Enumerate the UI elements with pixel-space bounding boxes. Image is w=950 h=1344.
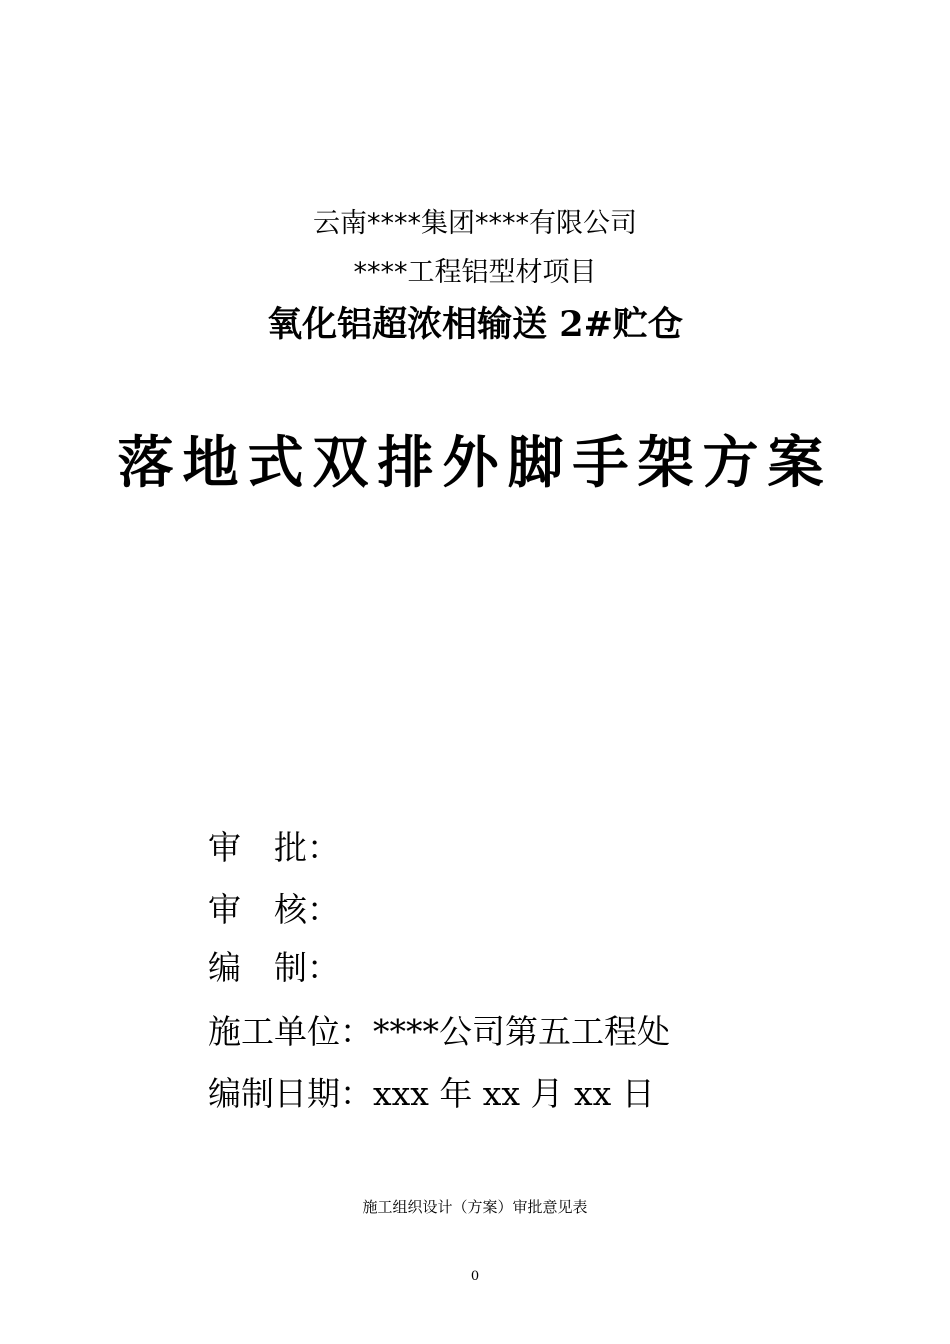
date-line [208, 1072, 655, 1116]
document-title: 落地式双排外脚手架方案 [117, 431, 833, 496]
unit-label: 施工单位： [208, 1012, 373, 1051]
company-name: 云南****集团****有限公司 [313, 208, 637, 239]
unit-value: ****公司第五工程处 [373, 1012, 670, 1051]
page-number: 0 [470, 1269, 480, 1284]
date-label: 编制日期： [208, 1074, 373, 1113]
approval-form-title: 施工组织设计（方案）审批意见表 [362, 1198, 588, 1216]
subject-title: 氧化铝超浓相输送 2#贮仓 [267, 304, 683, 345]
review-line [208, 888, 340, 932]
compile-label: 编 制： [208, 948, 340, 987]
compile-line [208, 946, 340, 990]
approve-line [208, 826, 340, 870]
approve-label: 审 批： [208, 828, 340, 867]
project-name: ****工程铝型材项目 [353, 257, 597, 288]
date-value: xxx 年 xx 月 xx 日 [373, 1074, 655, 1113]
unit-line [208, 1010, 670, 1054]
review-label: 审 核： [208, 890, 340, 929]
